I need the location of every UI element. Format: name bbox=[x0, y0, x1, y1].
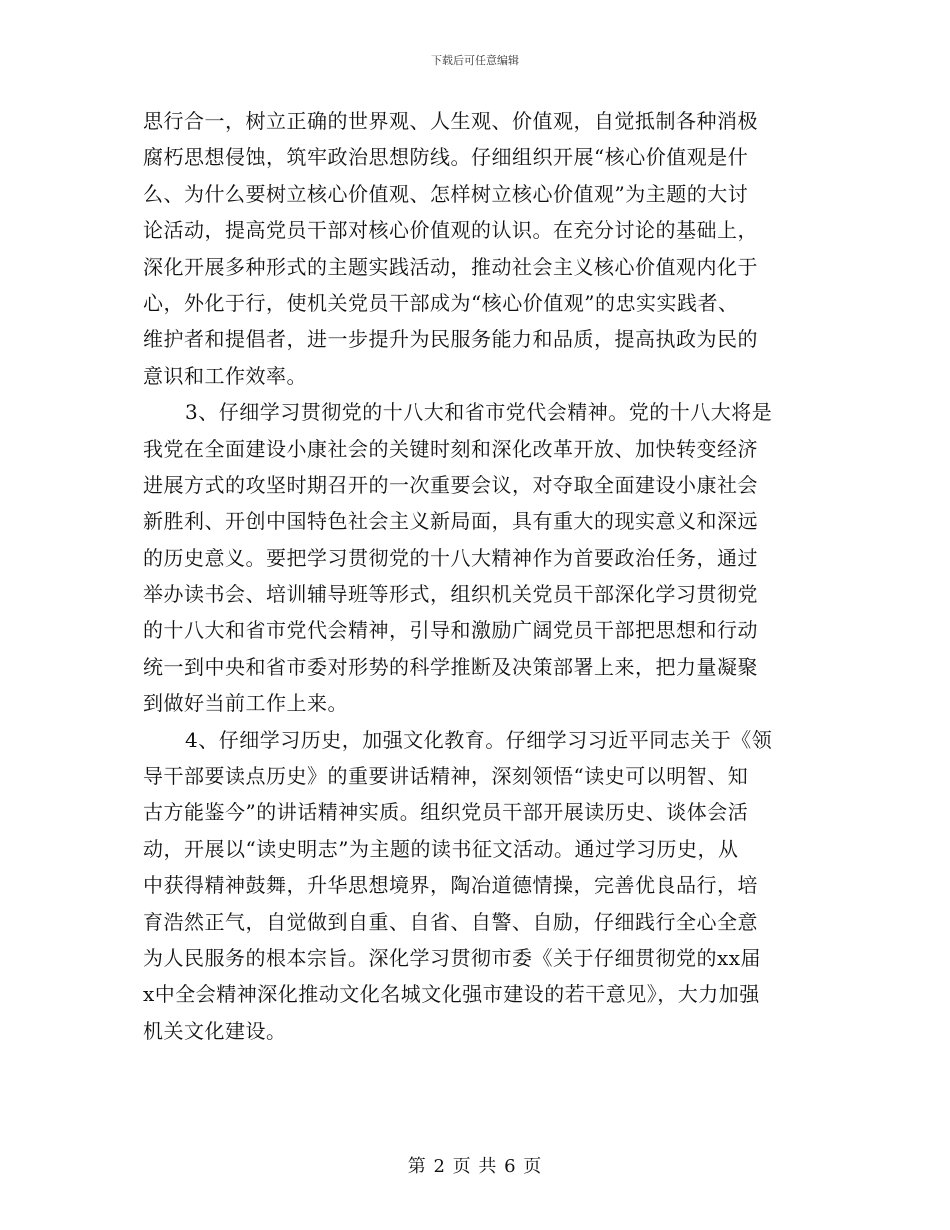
document-body bbox=[143, 103, 808, 1049]
text-line: 么、为什么要树立核心价值观、怎样树立核心价值观”为主题的大讨 bbox=[143, 181, 749, 206]
text-line: 进展方式的攻坚时期召开的一次重要会议，对夺取全面建设小康社会 bbox=[143, 472, 758, 497]
page-number-footer: 第 2 页 共 6 页 bbox=[407, 1156, 543, 1177]
text-line: 维护者和提倡者，进一步提升为民服务能力和品质，提高执政为民的 bbox=[143, 327, 758, 352]
text-line: 育浩然正气，自觉做到自重、自省、自警、自励，仔细践行全心全意 bbox=[143, 909, 758, 934]
text-line: 机关文化建设。 bbox=[143, 1018, 287, 1043]
page-header: 下载后可任意编辑 bbox=[431, 54, 519, 67]
text-line: 我党在全面建设小康社会的关键时刻和深化改革开放、加快转变经济 bbox=[143, 436, 758, 461]
text-line: 导干部要读点历史》的重要讲话精神，深刻领悟“读史可以明智、知 bbox=[143, 764, 749, 789]
text-line: 腐朽思想侵蚀，筑牢政治思想防线。仔细组织开展“核心价值观是什 bbox=[143, 145, 749, 170]
text-line: 举办读书会、培训辅导班等形式，组织机关党员干部深化学习贯彻党 bbox=[143, 582, 758, 607]
text-line: 的历史意义。要把学习贯彻党的十八大精神作为首要政治任务，通过 bbox=[143, 545, 758, 570]
text-line: 新胜利、开创中国特色社会主义新局面，具有重大的现实意义和深远 bbox=[143, 509, 758, 534]
text-line: 心，外化于行，使机关党员干部成为“核心价值观”的忠实实践者、 bbox=[143, 290, 739, 315]
text-line: 为人民服务的根本宗旨。深化学习贯彻市委《关于仔细贯彻党的xx届 bbox=[143, 945, 762, 970]
text-line: 思行合一，树立正确的世界观、人生观、价值观，自觉抵制各种消极 bbox=[143, 109, 758, 133]
text-line: 古方能鉴今”的讲话精神实质。组织党员干部开展读历史、谈体会活 bbox=[143, 800, 749, 825]
text-line: 中获得精神鼓舞，升华思想境界，陶冶道德情操，完善优良品行，培 bbox=[143, 873, 758, 898]
text-line: 论活动，提高党员干部对核心价值观的认识。在充分讨论的基础上， bbox=[143, 218, 758, 243]
text-line: 4、仔细学习历史，加强文化教育。仔细学习习近平同志关于《领 bbox=[185, 727, 773, 752]
text-line: 到做好当前工作上来。 bbox=[143, 691, 348, 716]
text-line: 的十八大和省市党代会精神，引导和激励广阔党员干部把思想和行动 bbox=[143, 618, 758, 643]
text-line: 3、仔细学习贯彻党的十八大和省市党代会精神。党的十八大将是 bbox=[185, 400, 773, 425]
text-line: 统一到中央和省市委对形势的科学推断及决策部署上来，把力量凝聚 bbox=[143, 654, 758, 679]
text-line: 意识和工作效率。 bbox=[143, 363, 307, 388]
text-line: 深化开展多种形式的主题实践活动，推动社会主义核心价值观内化于 bbox=[143, 254, 758, 279]
text-line: 动，开展以“读史明志”为主题的读书征文活动。通过学习历史，从 bbox=[143, 836, 739, 861]
text-line: x中全会精神深化推动文化名城文化强市建设的若干意见》，大力加强 bbox=[143, 982, 760, 1007]
